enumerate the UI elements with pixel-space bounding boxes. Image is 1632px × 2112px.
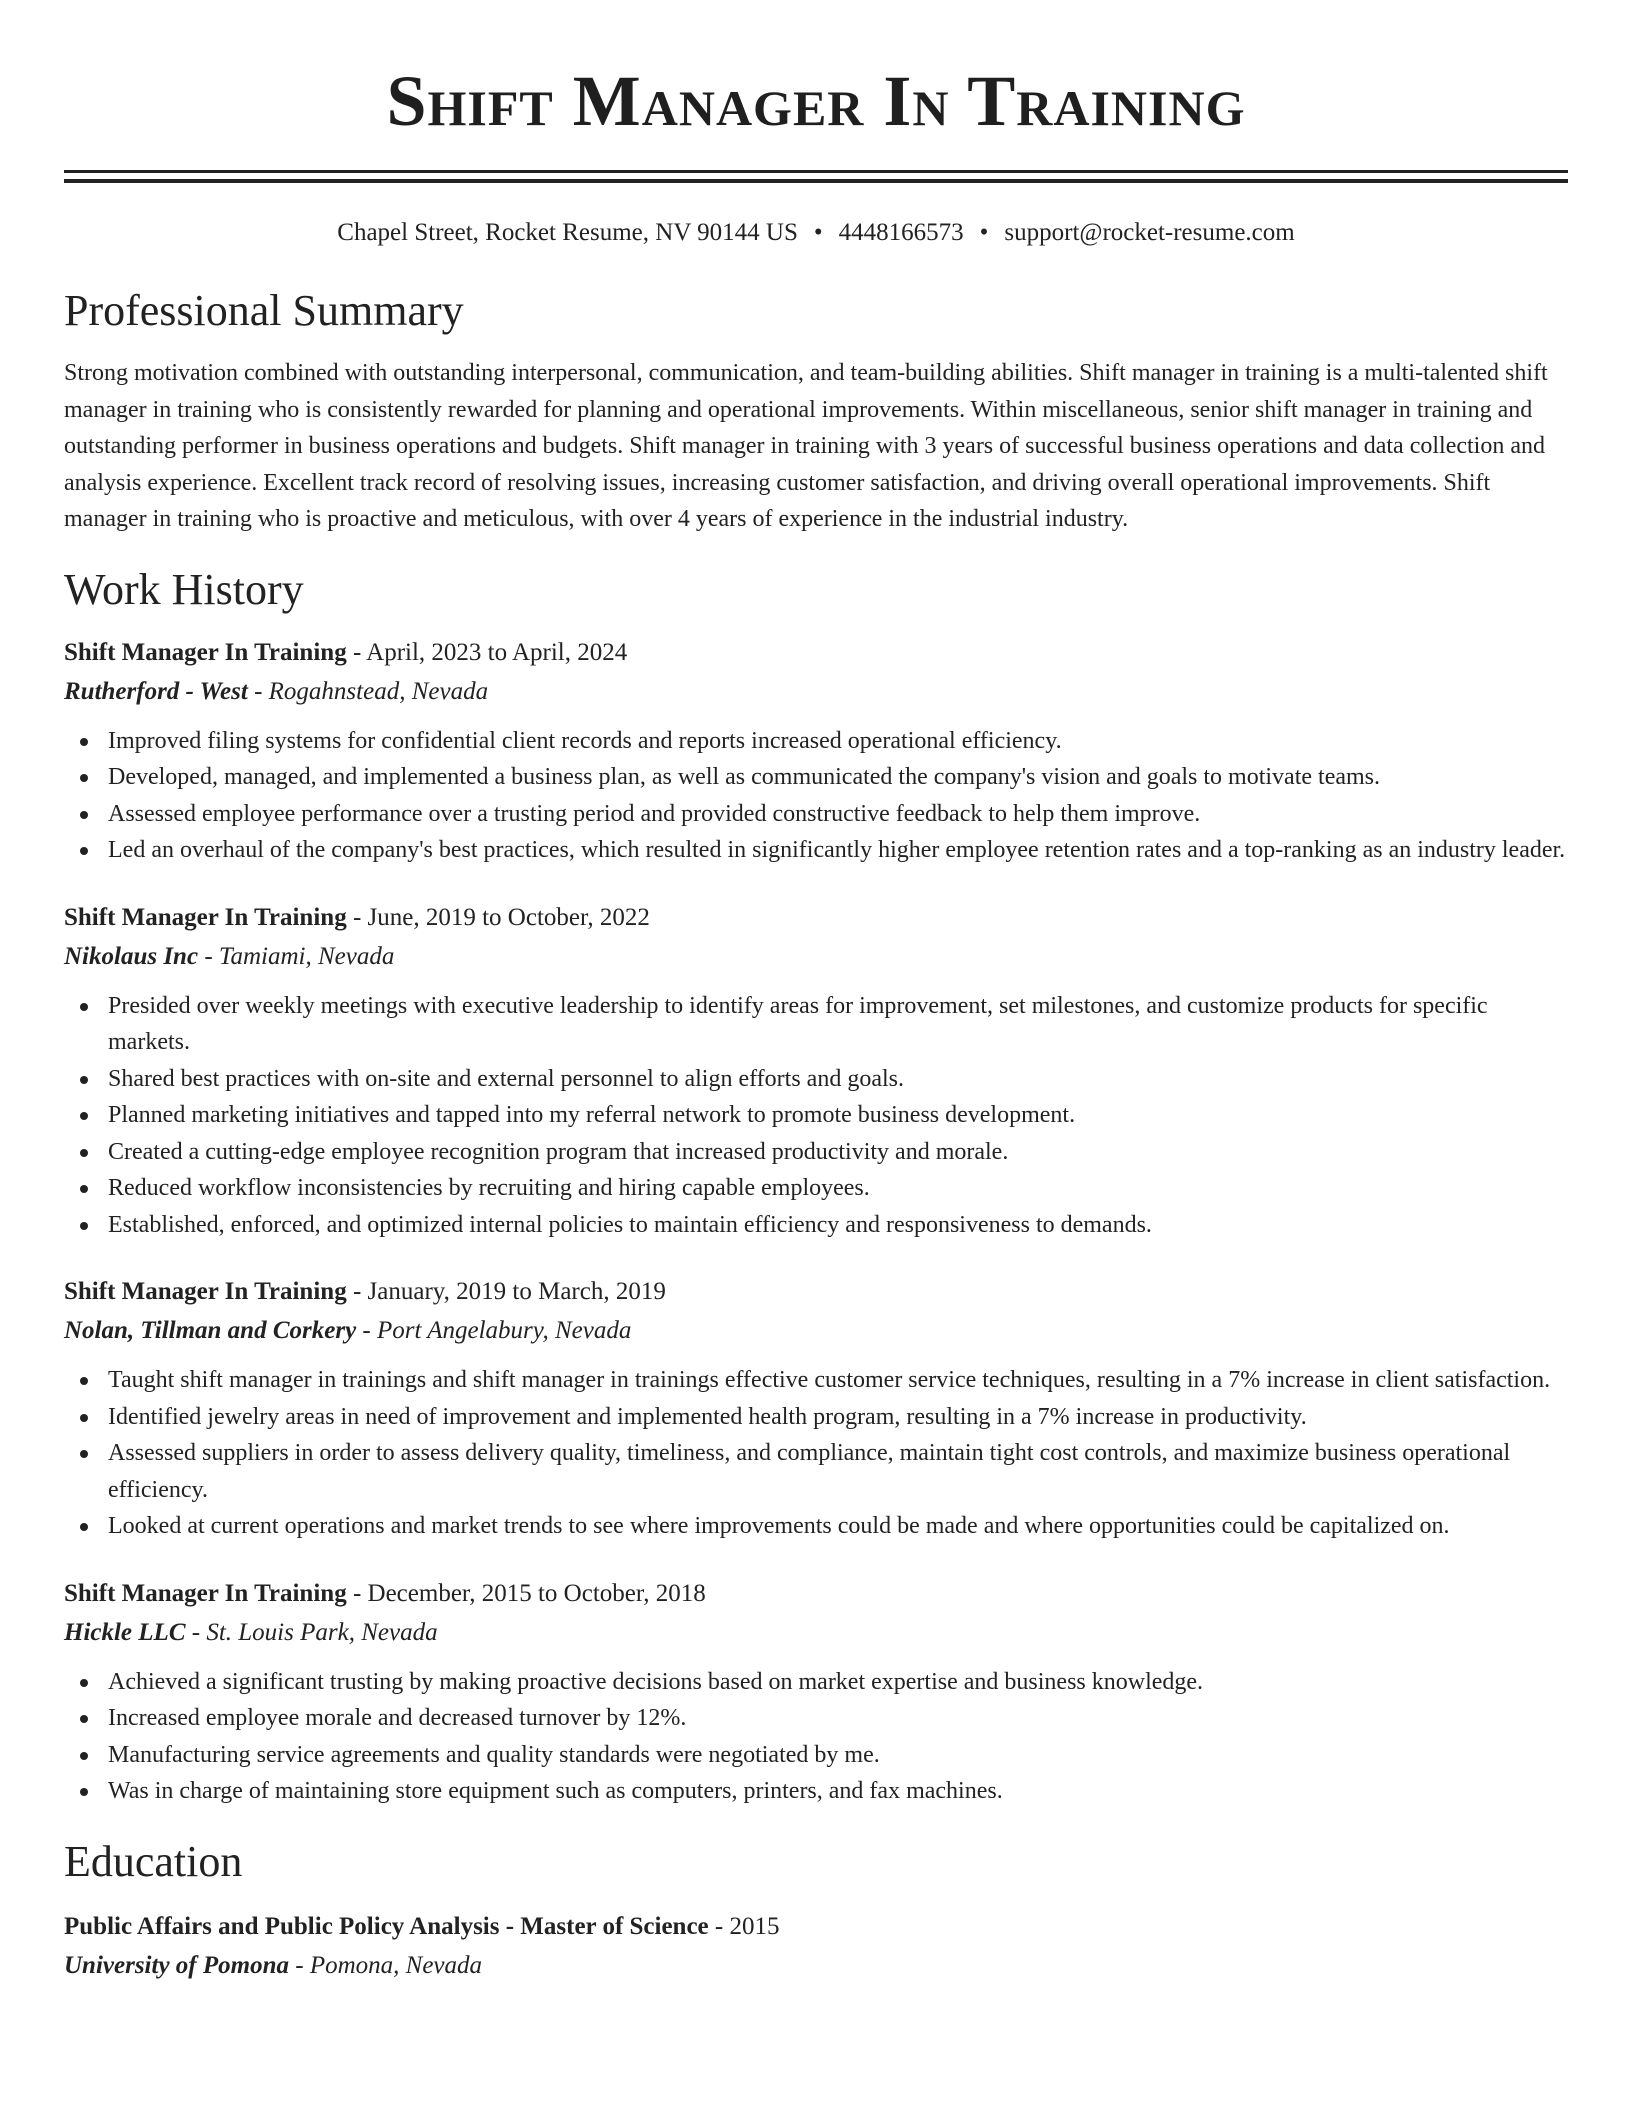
job-company: Hickle LLC bbox=[64, 1618, 186, 1646]
job-bullet: Assessed employee performance over a trusting period and provided constructive feedback to help them improve. bbox=[108, 796, 1568, 833]
job-bullet: Reduced workflow inconsistencies by recruiting and hiring capable employees. bbox=[108, 1170, 1568, 1207]
education-year: - 2015 bbox=[708, 1912, 780, 1940]
job-bullets bbox=[64, 1362, 1568, 1545]
education-location: - Pomona, Nevada bbox=[289, 1951, 483, 1979]
job-company: Rutherford - West bbox=[64, 677, 248, 705]
job-bullet: Created a cutting-edge employee recognition program that increased productivity and morale. bbox=[108, 1134, 1568, 1171]
job-company: Nolan, Tillman and Corkery bbox=[64, 1317, 357, 1344]
job-title: Shift Manager In Training bbox=[64, 638, 347, 666]
job-header bbox=[64, 1273, 1568, 1311]
header-divider-bottom bbox=[64, 179, 1568, 183]
job-header bbox=[64, 634, 1568, 672]
job-bullet: Presided over weekly meetings with executive leadership to identify areas for improvement, set milestones, and customize products for specific markets. bbox=[108, 988, 1568, 1061]
job-bullet: Shared best practices with on-site and external personnel to align efforts and goals. bbox=[108, 1061, 1568, 1098]
job-entry bbox=[64, 634, 1568, 869]
job-title: Shift Manager In Training bbox=[64, 1278, 347, 1305]
job-bullet: Looked at current operations and market trends to see where improvements could be made and where opportunities could be capitalized on. bbox=[108, 1508, 1568, 1545]
job-dates: - January, 2019 to March, 2019 bbox=[346, 1278, 666, 1305]
header-divider-top bbox=[64, 170, 1568, 173]
job-dates: - April, 2023 to April, 2024 bbox=[346, 638, 628, 666]
job-location: - Port Angelabury, Nevada bbox=[356, 1317, 632, 1344]
job-bullet: Was in charge of maintaining store equipment such as computers, printers, and fax machines. bbox=[108, 1773, 1568, 1810]
contact-separator: • bbox=[813, 219, 823, 246]
contact-address: Chapel Street, Rocket Resume, NV 90144 US bbox=[337, 219, 798, 246]
job-entry bbox=[64, 899, 1568, 1244]
education-heading: Education bbox=[64, 1836, 243, 1886]
job-employer bbox=[64, 937, 1568, 976]
contact-separator: • bbox=[979, 219, 989, 246]
job-location: - Rogahnstead, Nevada bbox=[247, 677, 489, 705]
job-company: Nikolaus Inc bbox=[64, 942, 199, 970]
job-bullet: Planned marketing initiatives and tapped into my referral network to promote business development. bbox=[108, 1097, 1568, 1134]
education-degree: Public Affairs and Public Policy Analysis - Master of Science bbox=[64, 1912, 709, 1940]
job-bullet: Assessed suppliers in order to assess delivery quality, timeliness, and compliance, maintain tight cost controls, and maximize business operational efficiency. bbox=[108, 1435, 1568, 1508]
job-bullets bbox=[64, 723, 1568, 869]
job-entry bbox=[64, 1575, 1568, 1810]
job-title: Shift Manager In Training bbox=[64, 903, 347, 931]
education-entry bbox=[64, 1908, 1568, 1986]
education-school: University of Pomona bbox=[64, 1951, 289, 1979]
job-title: Shift Manager In Training bbox=[64, 1579, 347, 1607]
summary-heading: Professional Summary bbox=[64, 286, 464, 335]
job-entry bbox=[64, 1273, 1568, 1545]
job-bullet: Increased employee morale and decreased turnover by 12%. bbox=[108, 1700, 1568, 1737]
job-location: - Tamiami, Nevada bbox=[198, 942, 395, 970]
work-history-heading: Work History bbox=[64, 564, 304, 614]
job-bullets bbox=[64, 1664, 1568, 1810]
resume-name: Shift Manager In Training bbox=[386, 61, 1246, 141]
summary-text: Strong motivation combined with outstanding interpersonal, communication, and team-building abilities. Shift manager in training is a multi-talented shift manager in training who is consistently rewarded for planning and operational improvements. Within miscellaneous, senior shift manager in training and outstanding performer in business operations and budgets. Shift manager in training with 3 years of successful business operations and data collection and analysis experience. Excellent track record of resolving issues, increasing customer satisfaction, and driving overall operational improvements. Shift manager in training who is proactive and meticulous, with over 4 years of experience in the industrial industry. bbox=[64, 360, 1548, 532]
contact-phone: 4448166573 bbox=[838, 219, 964, 246]
job-dates: - December, 2015 to October, 2018 bbox=[346, 1579, 706, 1607]
job-bullet: Achieved a significant trusting by making proactive decisions based on market expertise and business knowledge. bbox=[108, 1664, 1568, 1701]
job-bullets bbox=[64, 988, 1568, 1244]
job-employer bbox=[64, 1311, 1568, 1350]
job-employer bbox=[64, 672, 1568, 711]
job-dates: - June, 2019 to October, 2022 bbox=[346, 903, 650, 931]
job-bullet: Developed, managed, and implemented a business plan, as well as communicated the company's vision and goals to motivate teams. bbox=[108, 759, 1568, 796]
job-bullet: Identified jewelry areas in need of improvement and implemented health program, resulting in a 7% increase in productivity. bbox=[108, 1399, 1568, 1436]
education-header bbox=[64, 1908, 1568, 1946]
job-bullet: Led an overhaul of the company's best practices, which resulted in significantly higher employee retention rates and a top-ranking as an industry leader. bbox=[108, 832, 1568, 869]
contact-email: support@rocket-resume.com bbox=[1004, 219, 1295, 246]
job-bullet: Taught shift manager in trainings and shift manager in trainings effective customer service techniques, resulting in a 7% increase in client satisfaction. bbox=[108, 1362, 1568, 1399]
job-location: - St. Louis Park, Nevada bbox=[185, 1618, 438, 1646]
job-bullet: Improved filing systems for confidential client records and reports increased operational efficiency. bbox=[108, 723, 1568, 760]
job-header bbox=[64, 899, 1568, 937]
education-school-line bbox=[64, 1946, 1568, 1986]
job-bullet: Manufacturing service agreements and quality standards were negotiated by me. bbox=[108, 1737, 1568, 1774]
job-employer bbox=[64, 1613, 1568, 1652]
contact-line bbox=[64, 217, 1568, 249]
job-header bbox=[64, 1575, 1568, 1613]
job-bullet: Established, enforced, and optimized internal policies to maintain efficiency and responsiveness to demands. bbox=[108, 1207, 1568, 1244]
